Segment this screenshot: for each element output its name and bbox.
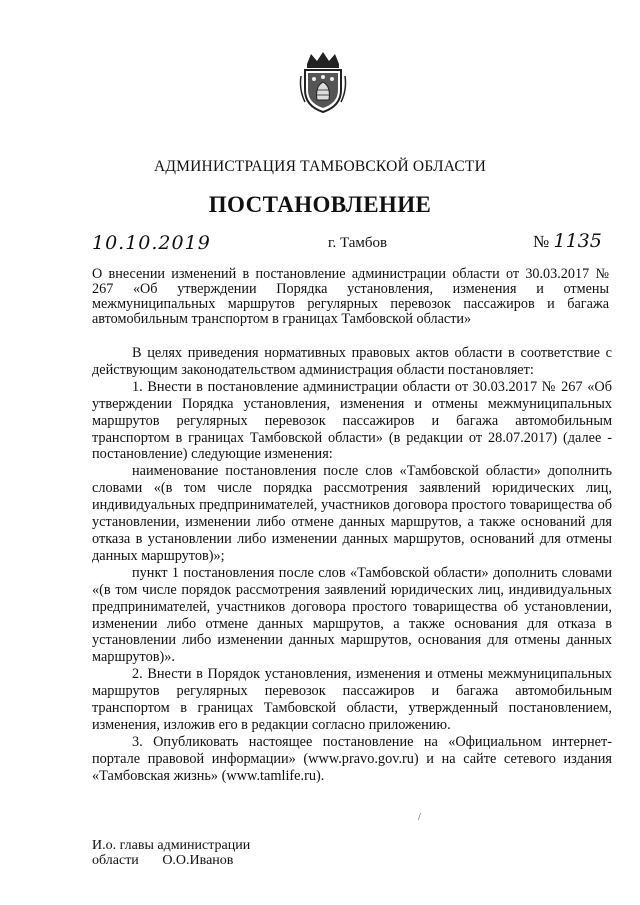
- document-number: [533, 230, 602, 252]
- agency-name: АДМИНИСТРАЦИЯ ТАМБОВСКОЙ ОБЛАСТИ: [154, 158, 486, 175]
- signatory-line2: [92, 853, 250, 868]
- signature-block: [92, 838, 250, 868]
- document-date: 10.10.2019: [92, 232, 211, 254]
- document-type: ПОСТАНОВЛЕНИЕ: [208, 192, 432, 217]
- paragraph-preamble: В целях приведения нормативных правовых актов области в соответствие с действующим законодательством администрация области постановляет:: [92, 345, 612, 378]
- paragraph-item-1a: наименование постановления после слов «Тамбовской области» дополнить словами «(в том числе порядка рассмотрения заявлений юридических лиц, индивидуальных предпринимателей, участников договора простого товарищества об установлении, изменении либо отмене данных маршрутов, а также оснований для отказа в установлении либо изменении данных маршрутов, оснований для отмены данных маршрутов)»;: [92, 463, 612, 564]
- paragraph-item-1b: пункт 1 постановления после слов «Тамбовской области» дополнить словами «(в том числе порядок рассмотрения заявлений юридических лиц, индивидуальных предпринимателей, участников договора простого товарищества об установлении, изменении либо отмене данных маршрутов, а также основания для отказа в установлении либо изменении данных маршрутов, основания для отмены данных маршрутов)».: [92, 564, 612, 666]
- signatory-name: О.О.Иванов: [162, 853, 234, 868]
- signatory-position-line1: И.о. главы администрации: [92, 838, 251, 853]
- coat-of-arms-icon: [297, 50, 349, 114]
- paragraph-item-2: 2. Внести в Порядок установления, изменения и отмены межмуниципальных маршрутов регулярных перевозок пассажиров и багажа автомобильным транспортом в границах Тамбовской области, утвержденный постановлением, изменения, изложив его в редакции согласно приложению.: [92, 666, 612, 733]
- paragraph-item-3: 3. Опубликовать настоящее постановление на «Официальном интернет-портале правовой информации» (www.pravo.gov.ru) и на сайте сетевого издания «Тамбовская жизнь» (www.tamlife.ru).: [92, 733, 612, 784]
- pen-tick-mark: /: [418, 812, 421, 823]
- paragraph-item-1: 1. Внести в постановление администрации области от 30.03.2017 № 267 «Об утверждении Порядка установления, изменения и отмены межмуниципальных маршрутов регулярных перевозок пассажиров и багажа автомобильным транспортом в границах Тамбовской области» (в редакции от 28.07.2017) (далее - постановление) следующие изменения:: [92, 378, 612, 463]
- number-prefix: №: [533, 232, 550, 251]
- number-value: 1135: [553, 230, 602, 252]
- document-city: г. Тамбов: [328, 235, 388, 251]
- document-title: О внесении изменений в постановление администрации области от 30.03.2017 № 267 «Об утверждении Порядка установления, изменения и отмены межмуниципальных маршрутов регулярных перевозок пассажиров и багажа автомобильным транспортом в границах Тамбовской области»: [92, 266, 609, 327]
- signatory-position-line2: области: [92, 853, 139, 868]
- document-body: [92, 345, 612, 785]
